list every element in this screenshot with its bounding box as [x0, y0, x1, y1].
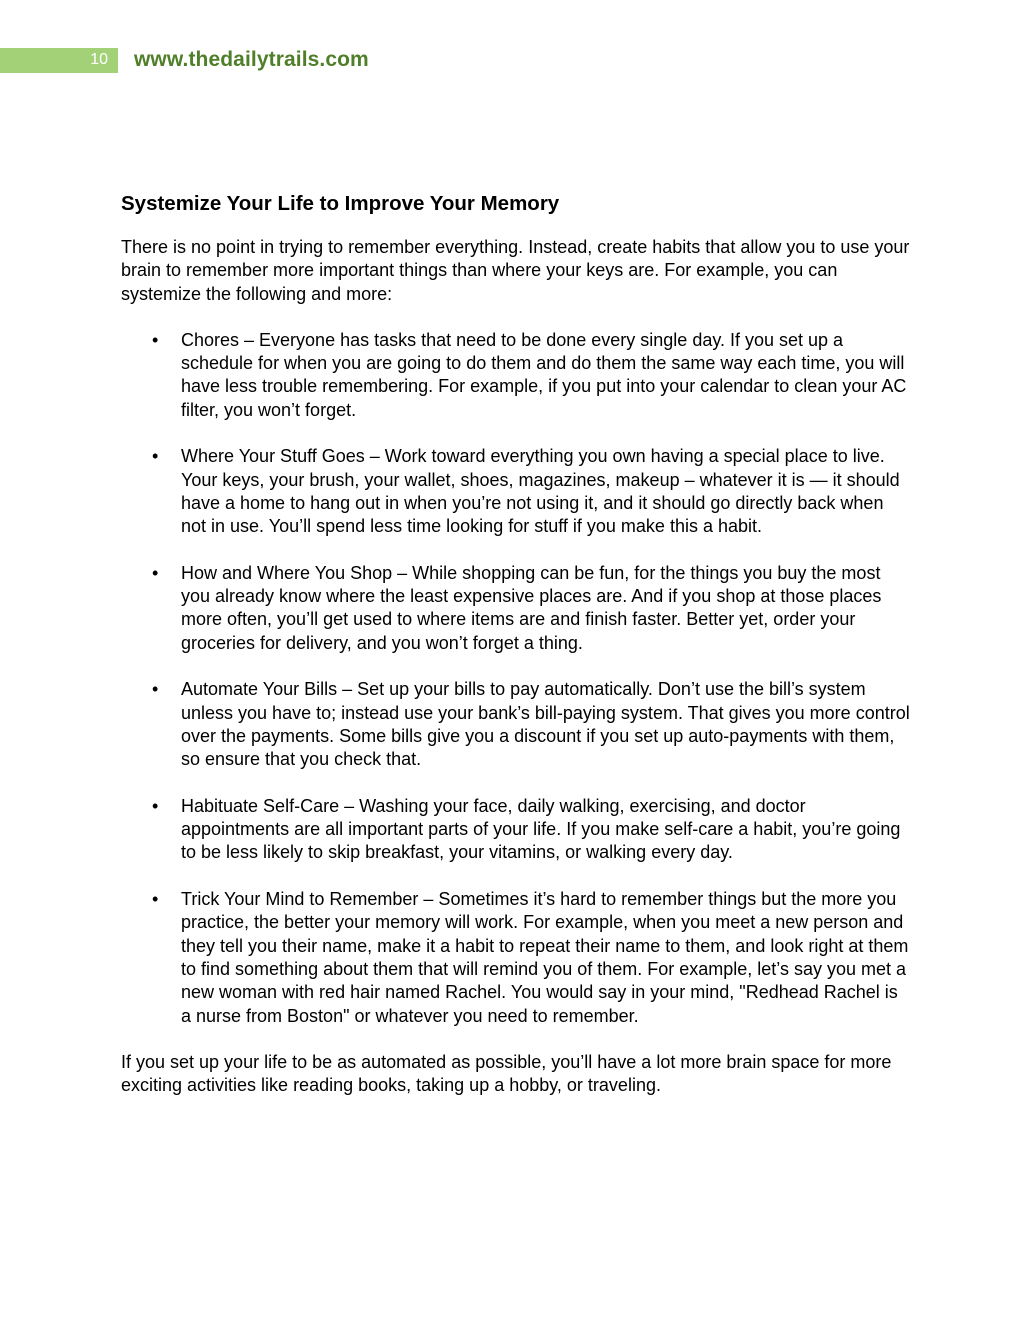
page-number: 10: [90, 51, 108, 68]
bullet-icon: •: [152, 679, 159, 700]
bullet-icon: •: [152, 329, 159, 350]
list-item: [121, 329, 911, 422]
list-item: [121, 795, 911, 865]
bullet-icon: •: [152, 889, 159, 910]
list-item-text: Chores – Everyone has tasks that need to be done every single day. If you set up a schedule for when you are going to do them and do them the same way each time, you will have less trouble remembering. For example, if you put into your calendar to clean your AC filter, you won’t forget.: [181, 329, 907, 420]
list-item: [121, 562, 911, 655]
bullet-icon: •: [152, 446, 159, 467]
site-url: www.thedailytrails.com: [134, 48, 369, 71]
list-item-text: Habituate Self-Care – Washing your face, daily walking, exercising, and doctor appointments are all important parts of your life. If you make self-care a habit, you’re going to be less likely to skip breakfast, your vitamins, or walking every day.: [181, 795, 901, 863]
bullet-icon: •: [152, 562, 159, 583]
list-item-text: Trick Your Mind to Remember – Sometimes it’s hard to remember things but the more you practice, the better your memory will work. For example, when you meet a new person and they tell you their name, make it a habit to repeat their name to them, and look right at them to find something about them that will remind you of them. For example, let’s say you met a new woman with red hair named Rachel. You would say in your mind, "Redhead Rachel is a nurse from Boston" or whatever you need to remember.: [181, 889, 909, 1026]
list-item-text: Where Your Stuff Goes – Work toward everything you own having a special place to live. Your keys, your brush, your wallet, shoes, magazines, makeup – whatever it is — it should have a home to hang out in when you’re not using it, and it should go directly back when not in use. You’ll spend less time looking for stuff if you make this a habit.: [181, 446, 900, 537]
bullet-icon: •: [152, 795, 159, 816]
list-item: [121, 445, 911, 538]
conclusion-paragraph: If you set up your life to be as automated as possible, you’ll have a lot more brain space for more exciting activities like reading books, taking up a hobby, or traveling.: [121, 1052, 892, 1096]
list-item: [121, 678, 911, 771]
list-item-text: How and Where You Shop – While shopping can be fun, for the things you buy the most you already know where the least expensive places are. And if you shop at those places more often, you’ll get used to where items are and finish faster. Better yet, order your groceries for delivery, and you won’t forget a thing.: [181, 562, 882, 653]
list-item: [121, 888, 911, 1028]
page-number-badge: [0, 48, 118, 73]
list-item-text: Automate Your Bills – Set up your bills to pay automatically. Don’t use the bill’s system unless you have to; instead use your bank’s bill-paying system. That gives you more control over the payments. Some bills give you a discount if you set up auto-payments with them, so ensure that you check that.: [181, 679, 910, 770]
article-body: [121, 190, 911, 1098]
article-title: Systemize Your Life to Improve Your Memory: [121, 192, 560, 215]
bullet-list: [121, 329, 911, 1028]
intro-paragraph: There is no point in trying to remember everything. Instead, create habits that allow you to use your brain to remember more important things than where your keys are. For example, you can systemize the following and more:: [121, 237, 910, 304]
page-header: [0, 47, 369, 73]
